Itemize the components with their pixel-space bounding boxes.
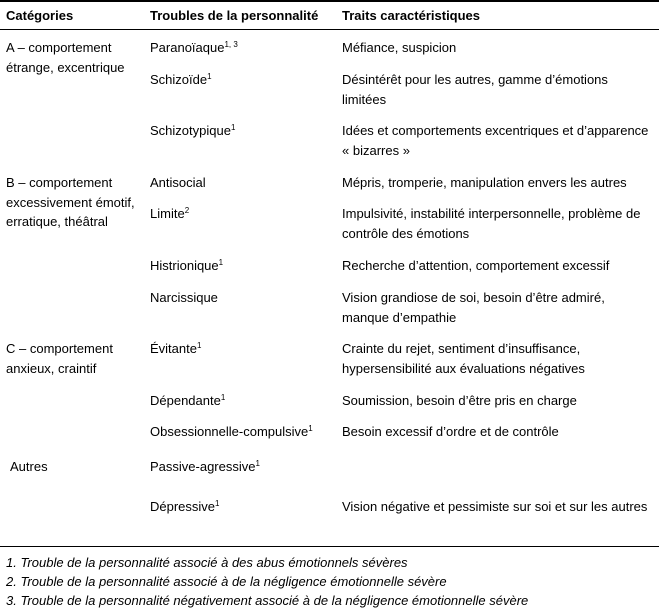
traits-narcissistic: Vision grandiose de soi, besoin d’être admiré, manque d’empathie	[342, 290, 605, 325]
header-categories: Catégories	[6, 8, 74, 23]
category-a: A – comportement étrange, excentrique	[6, 40, 125, 75]
disorder-schizoid: Schizoïde$^1$	[150, 72, 212, 87]
disorder-histrionic: Histrionique$^1$	[150, 258, 224, 273]
traits-dependent: Soumission, besoin d’être pris en charge	[342, 393, 577, 408]
disorder-passive-aggressive: Passive-agressive$^1$	[150, 459, 260, 474]
header-traits: Traits caractéristiques	[342, 8, 481, 23]
disorder-narcissistic: Narcissique	[150, 290, 218, 305]
header-rule	[0, 29, 659, 30]
traits-avoidant: Crainte du rejet, sentiment d’insuffisance, hypersensibilité aux évaluations négatives	[342, 341, 585, 376]
category-others: Autres	[10, 459, 48, 474]
traits-borderline: Impulsivité, instabilité interpersonnelle, problème de contrôle des émotions	[342, 206, 641, 241]
header-disorders: Troubles de la personnalité	[150, 8, 319, 23]
traits-depressive: Vision négative et pessimiste sur soi et sur les autres	[342, 499, 648, 514]
category-b: B – comportement excessivement émotif, erratique, théâtral	[6, 175, 135, 229]
table-bottom-rule	[0, 546, 659, 547]
footnote-1: 1. Trouble de la personnalité associé à des abus émotionnels sévères	[6, 555, 408, 570]
disorder-avoidant: Évitante$^1$	[150, 341, 202, 356]
disorder-antisocial: Antisocial	[150, 175, 206, 190]
disorder-dependent: Dépendante$^1$	[150, 393, 226, 408]
table-top-rule	[0, 0, 659, 2]
footnote-2: 2. Trouble de la personnalité associé à de la négligence émotionnelle sévère	[6, 574, 447, 589]
traits-antisocial: Mépris, tromperie, manipulation envers les autres	[342, 175, 627, 190]
traits-schizoid: Désintérêt pour les autres, gamme d’émotions limitées	[342, 72, 608, 107]
traits-obsessive-compulsive: Besoin excessif d’ordre et de contrôle	[342, 424, 559, 439]
disorder-borderline: Limite$^2$	[150, 206, 190, 221]
disorder-paranoid: Paranoïaque$^{1, 3}$	[150, 40, 238, 55]
disorder-schizotypal: Schizotypique$^1$	[150, 123, 236, 138]
disorder-depressive: Dépressive$^1$	[150, 499, 220, 514]
traits-schizotypal: Idées et comportements excentriques et d’apparence « bizarres »	[342, 123, 649, 158]
disorder-obsessive-compulsive: Obsessionnelle-compulsive$^1$	[150, 424, 313, 439]
category-c: C – comportement anxieux, craintif	[6, 341, 113, 376]
footnote-3: 3. Trouble de la personnalité négativement associé à de la négligence émotionnelle sévère	[6, 593, 529, 608]
traits-histrionic: Recherche d’attention, comportement excessif	[342, 258, 610, 273]
traits-paranoid: Méfiance, suspicion	[342, 40, 457, 55]
